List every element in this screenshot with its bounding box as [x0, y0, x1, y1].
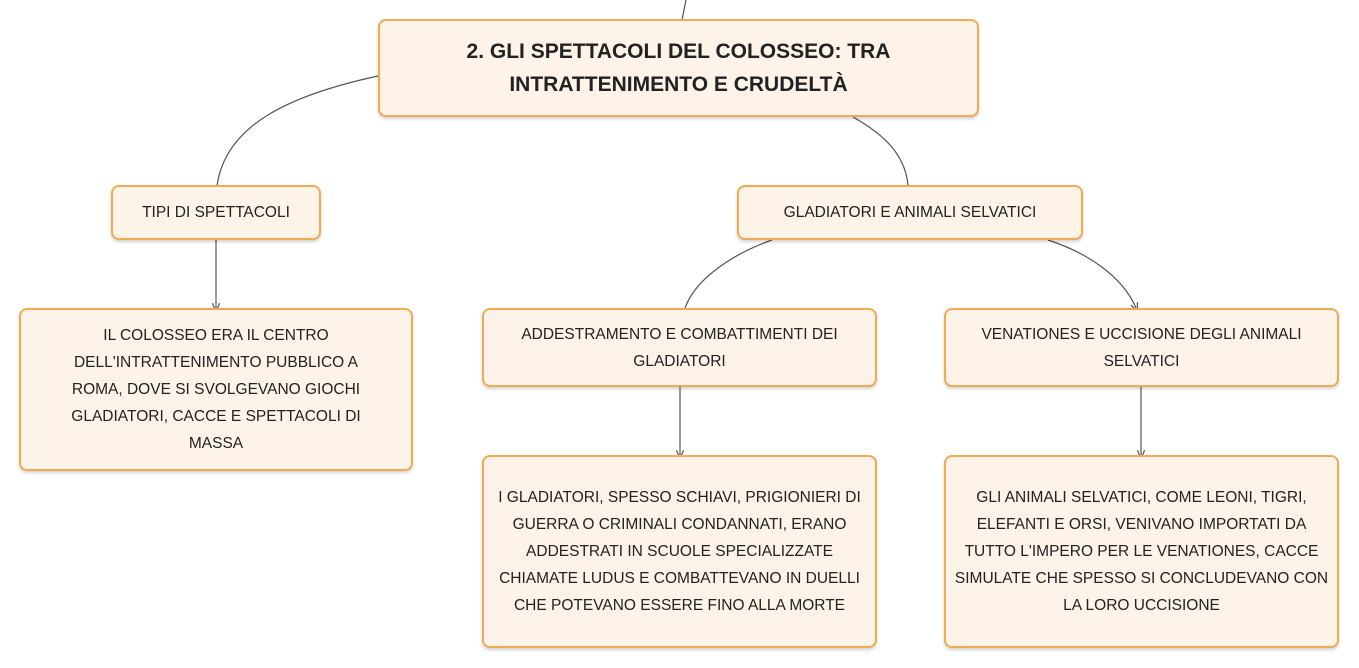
node-addestramento-label: ADDESTRAMENTO E COMBATTIMENTI DEI GLADIATORI: [521, 325, 838, 370]
node-gladiatori-e-animali[interactable]: [737, 185, 1083, 240]
root-node-label: 2. GLI SPETTACOLI DEL COLOSSEO: TRA INTRATTENIMENTO E CRUDELTÀ: [466, 40, 891, 96]
connector-root-tipi: [217, 76, 378, 186]
connector-gladiatori-addestramento: [685, 240, 772, 308]
connector-parent-root: [682, 0, 686, 20]
node-gladiatori-label: GLADIATORI E ANIMALI SELVATICI: [783, 204, 1037, 221]
node-venationes-description[interactable]: [944, 455, 1339, 648]
node-addestramento-description[interactable]: [482, 455, 877, 648]
node-tipi-di-spettacoli[interactable]: [111, 185, 321, 240]
node-venationes[interactable]: [944, 308, 1339, 387]
node-addestramento[interactable]: [482, 308, 877, 387]
root-node[interactable]: [378, 19, 979, 117]
connector-gladiatori-venationes: [1048, 240, 1136, 308]
node-tipi-description-text: IL COLOSSEO ERA IL CENTRO DELL'INTRATTENIMENTO PUBBLICO A ROMA, DOVE SI SVOLGEVANO GIOCHI GLADIATORI, CACCE E SPETTACOLI DI MASSA: [71, 327, 361, 452]
node-venationes-description-text: GLI ANIMALI SELVATICI, COME LEONI, TIGRI, ELEFANTI E ORSI, VENIVANO IMPORTATI DA TUTTO L'IMPERO PER LE VENATIONES, CACCE SIMULATE CHE SPESSO SI CONCLUDEVANO CON LA LORO UCCISIONE: [954, 489, 1329, 614]
node-addestramento-description-text: I GLADIATORI, SPESSO SCHIAVI, PRIGIONIERI DI GUERRA O CRIMINALI CONDANNATI, ERANO ADDESTRATI IN SCUOLE SPECIALIZZATE CHIAMATE LUDUS E COMBATTEVANO IN DUELLI CHE POTEVANO ESSERE FINO ALLA MORTE: [498, 489, 861, 614]
node-tipi-description[interactable]: [19, 308, 413, 471]
connector-root-gladiatori: [853, 117, 908, 185]
node-tipi-label: TIPI DI SPETTACOLI: [142, 204, 290, 221]
node-venationes-label: VENATIONES E UCCISIONE DEGLI ANIMALI SELVATICI: [981, 325, 1302, 370]
